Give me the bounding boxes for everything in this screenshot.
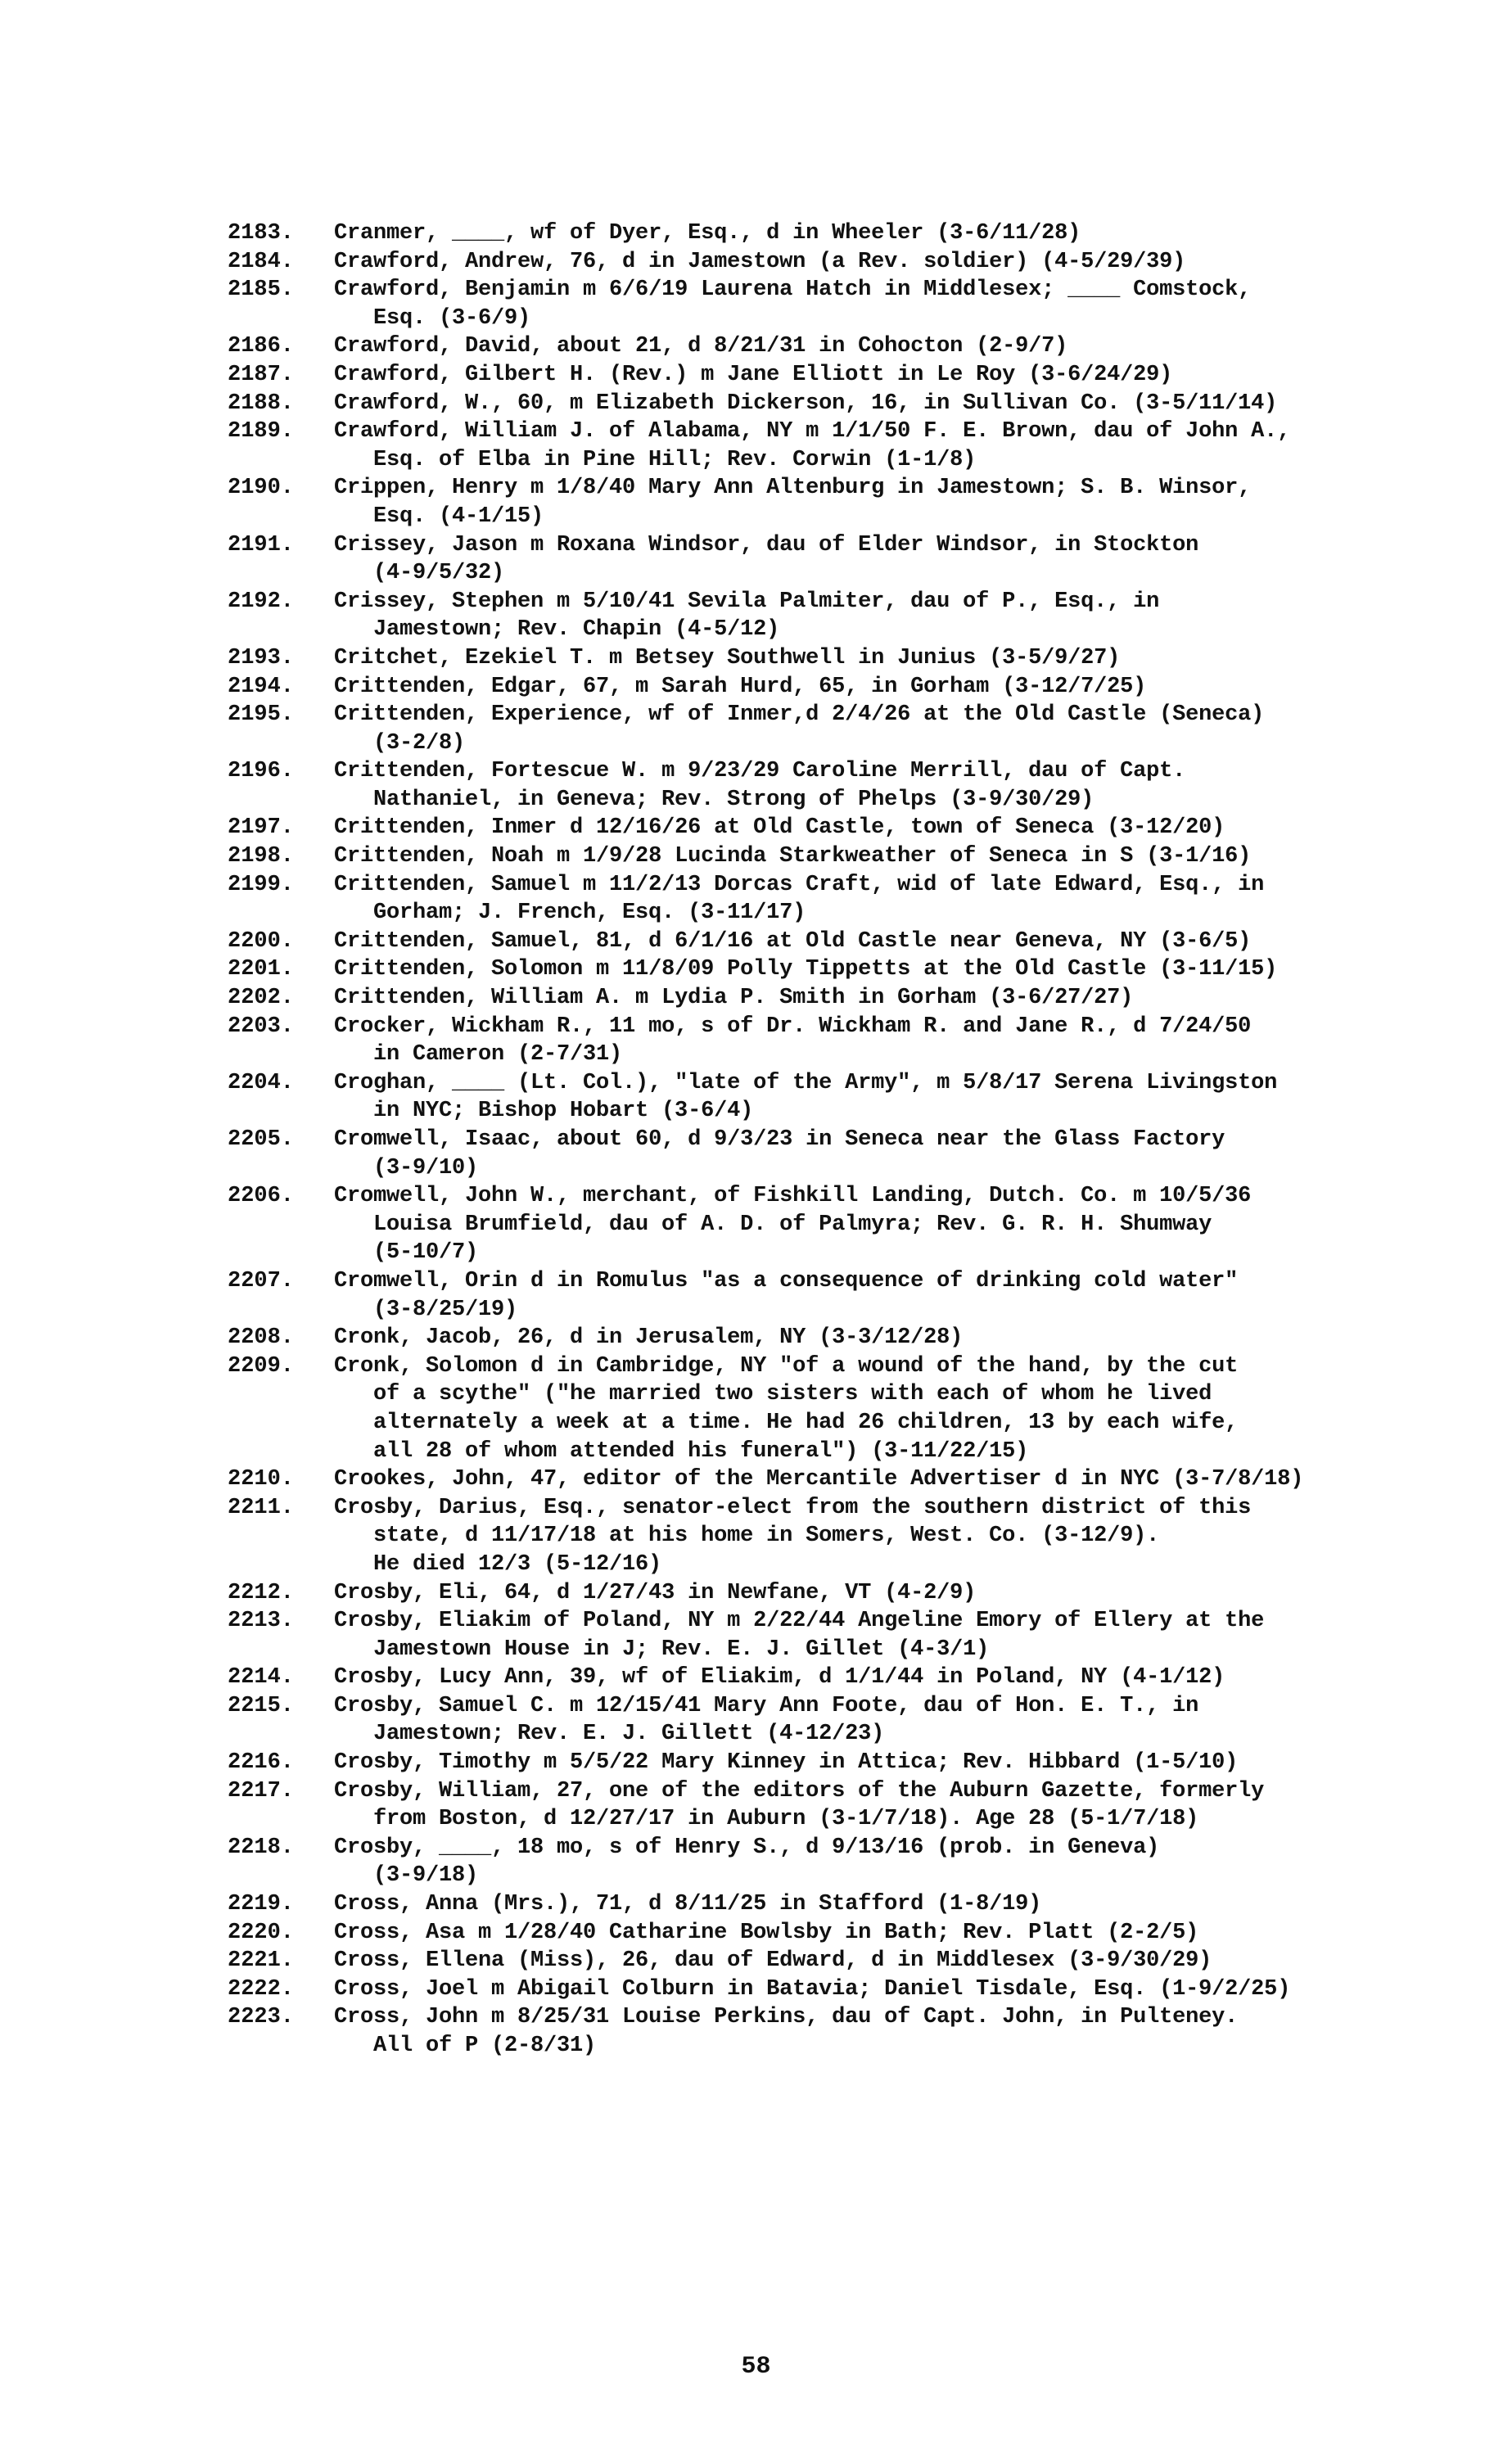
entry-continuation-line: of a scythe" ("he married two sisters with each of whom he lived (373, 1382, 1212, 1407)
entry-number: 2189. (228, 419, 295, 445)
entry-row (228, 1465, 1456, 1494)
entry-text (334, 673, 1456, 702)
entry-text (334, 332, 1456, 361)
entry-text (334, 928, 1456, 956)
entry-continuation-line: from Boston, d 12/27/17 in Auburn (3-1/7/18). Age 28 (5-1/7/18) (373, 1807, 1199, 1832)
entry-number: 2202. (228, 986, 295, 1011)
entry-continuation-line: (3-2/8) (373, 730, 466, 756)
entry-line: Cross, Joel m Abigail Colburn in Batavia; Daniel Tisdale, Esq. (1-9/2/25) (334, 1976, 1291, 2002)
entry-row (228, 1777, 1456, 1834)
entry-line: Crittenden, Samuel, 81, d 6/1/16 at Old Castle near Geneva, NY (3-6/5) (334, 928, 1252, 954)
entry-row (228, 1267, 1456, 1324)
entry-number: 2212. (228, 1580, 295, 1605)
entry-number: 2205. (228, 1127, 295, 1152)
entry-line: Crosby, Eliakim of Poland, NY m 2/22/44 Angeline Emory of Ellery at the (334, 1609, 1265, 1634)
entry-row (228, 531, 1456, 588)
entry-number: 2222. (228, 1976, 295, 2002)
entry-row (228, 1664, 1456, 1692)
entry-row (228, 1126, 1456, 1182)
entry-line: Crosby, William, 27, one of the editors of the Auburn Gazette, formerly (334, 1778, 1265, 1804)
entry-text (334, 1777, 1456, 1834)
entry-row (228, 1834, 1456, 1890)
entry-continuation-line: Jamestown; Rev. E. J. Gillett (4-12/23) (373, 1722, 885, 1747)
entry-text (334, 1267, 1456, 1324)
entry-row (228, 219, 1456, 248)
entry-row (228, 418, 1456, 474)
entry-number: 2185. (228, 278, 295, 303)
entry-line: Cromwell, Isaac, about 60, d 9/3/23 in Seneca near the Glass Factory (334, 1127, 1225, 1152)
entry-number: 2196. (228, 759, 295, 784)
entry-row (228, 644, 1456, 673)
entry-row (228, 1579, 1456, 1608)
entry-row (228, 1692, 1456, 1749)
entry-number: 2195. (228, 702, 295, 728)
entry-text (334, 1494, 1456, 1579)
entry-text (334, 757, 1456, 814)
entry-continuation-line: (4-9/5/32) (373, 561, 505, 586)
entry-number: 2210. (228, 1467, 295, 1492)
entry-number: 2187. (228, 362, 295, 387)
entry-row (228, 1749, 1456, 1777)
entry-text (334, 1834, 1456, 1890)
entry-line: Cromwell, John W., merchant, of Fishkill Landing, Dutch. Co. m 10/5/36 (334, 1184, 1252, 1209)
entry-row (228, 332, 1456, 361)
entry-text (334, 1919, 1456, 1948)
entry-line: Cromwell, Orin d in Romulus "as a consequence of drinking cold water" (334, 1268, 1239, 1293)
entry-row (228, 984, 1456, 1013)
entry-continuation-line: (3-9/18) (373, 1863, 479, 1889)
entry-number: 2191. (228, 532, 295, 558)
entry-row (228, 673, 1456, 702)
entry-number: 2218. (228, 1835, 295, 1860)
entry-text (334, 644, 1456, 673)
entry-number: 2201. (228, 957, 295, 982)
entry-text (334, 1324, 1456, 1352)
entry-continuation-line: (5-10/7) (373, 1240, 479, 1266)
entry-text (334, 1749, 1456, 1777)
entry-number: 2197. (228, 815, 295, 841)
entry-continuation-line: Esq. (4-1/15) (373, 503, 544, 529)
entry-row (228, 1607, 1456, 1664)
entry-text (334, 390, 1456, 418)
entry-row (228, 2003, 1456, 2060)
entry-number: 2200. (228, 928, 295, 954)
entry-line: Crawford, William J. of Alabama, NY m 1/1/50 F. E. Brown, dau of John A., (334, 419, 1291, 445)
entry-number: 2214. (228, 1665, 295, 1691)
entry-text (334, 2003, 1456, 2060)
entry-continuation-line: He died 12/3 (5-12/16) (373, 1551, 662, 1577)
entry-row (228, 1947, 1456, 1975)
entry-line: Crosby, Samuel C. m 12/15/41 Mary Ann Foote, dau of Hon. E. T., in (334, 1693, 1199, 1718)
entry-line: Crawford, W., 60, m Elizabeth Dickerson, 16, in Sullivan Co. (3-5/11/14) (334, 391, 1278, 416)
entry-line: Crittenden, Noah m 1/9/28 Lucinda Starkweather of Seneca in S (3-1/16) (334, 844, 1252, 869)
entry-row (228, 1013, 1456, 1069)
entry-number: 2192. (228, 589, 295, 614)
entry-text (334, 276, 1456, 332)
entry-line: Cross, John m 8/25/31 Louise Perkins, dau of Capt. John, in Pulteney. (334, 2005, 1239, 2030)
entry-row (228, 1324, 1456, 1352)
entry-continuation-line: Jamestown House in J; Rev. E. J. Gillet (4-3/1) (373, 1637, 990, 1662)
entry-line: Cronk, Jacob, 26, d in Jerusalem, NY (3-3/12/28) (334, 1325, 964, 1351)
entry-number: 2193. (228, 645, 295, 670)
entry-continuation-line: Esq. (3-6/9) (373, 305, 531, 331)
entry-text (334, 814, 1456, 842)
entry-number: 2207. (228, 1268, 295, 1293)
entry-line: Crawford, David, about 21, d 8/21/31 in Cohocton (2-9/7) (334, 334, 1068, 359)
entry-continuation-line: (3-9/10) (373, 1155, 479, 1181)
page-number: 58 (741, 2353, 771, 2381)
entry-text (334, 984, 1456, 1013)
entry-text (334, 474, 1456, 530)
entry-continuation-line: all 28 of whom attended his funeral") (3-11/22/15) (373, 1438, 1029, 1464)
entry-number: 2184. (228, 249, 295, 274)
entry-row (228, 1494, 1456, 1579)
entry-text (334, 418, 1456, 474)
entry-number: 2223. (228, 2005, 295, 2030)
entry-text (334, 1664, 1456, 1692)
entry-text (334, 1465, 1456, 1494)
entry-line: Crittenden, Inmer d 12/16/26 at Old Castle, town of Seneca (3-12/20) (334, 815, 1225, 841)
entry-number: 2219. (228, 1892, 295, 1917)
entry-line: Crittenden, Edgar, 67, m Sarah Hurd, 65, in Gorham (3-12/7/25) (334, 674, 1147, 699)
entry-line: Cross, Anna (Mrs.), 71, d 8/11/25 in Stafford (1-8/19) (334, 1892, 1042, 1917)
entry-text (334, 871, 1456, 928)
entry-continuation-line: state, d 11/17/18 at his home in Somers, West. Co. (3-12/9). (373, 1524, 1160, 1549)
entry-continuation-line: in Cameron (2-7/31) (373, 1042, 623, 1068)
entry-text (334, 531, 1456, 588)
entry-line: Crittenden, Fortescue W. m 9/23/29 Caroline Merrill, dau of Capt. (334, 759, 1186, 784)
entry-line: Cross, Asa m 1/28/40 Catharine Bowlsby in Bath; Rev. Platt (2-2/5) (334, 1920, 1199, 1945)
entry-number: 2216. (228, 1750, 295, 1776)
entry-continuation-line: Esq. of Elba in Pine Hill; Rev. Corwin (1-1/8) (373, 447, 977, 472)
entry-row (228, 701, 1456, 757)
entry-number: 2220. (228, 1920, 295, 1945)
entry-line: Cranmer, ____, wf of Dyer, Esq., d in Wheeler (3-6/11/28) (334, 221, 1081, 246)
entry-line: Cronk, Solomon d in Cambridge, NY "of a wound of the hand, by the cut (334, 1353, 1239, 1379)
entry-number: 2213. (228, 1609, 295, 1634)
entry-number: 2209. (228, 1353, 295, 1379)
entry-row (228, 757, 1456, 814)
entry-text (334, 1692, 1456, 1749)
entry-line: Crissey, Stephen m 5/10/41 Sevila Palmiter, dau of P., Esq., in (334, 589, 1160, 614)
entry-text (334, 701, 1456, 757)
entry-number: 2199. (228, 872, 295, 897)
entry-text (334, 1069, 1456, 1126)
entry-line: Crissey, Jason m Roxana Windsor, dau of Elder Windsor, in Stockton (334, 532, 1199, 558)
entry-row (228, 1182, 1456, 1267)
entry-number: 2190. (228, 476, 295, 501)
entry-continuation-line: in NYC; Bishop Hobart (3-6/4) (373, 1099, 754, 1124)
entry-number: 2203. (228, 1014, 295, 1039)
entry-row (228, 390, 1456, 418)
entry-number: 2188. (228, 391, 295, 416)
entry-row (228, 1069, 1456, 1126)
entry-line: Croghan, ____ (Lt. Col.), "late of the Army", m 5/8/17 Serena Livingston (334, 1070, 1278, 1095)
entry-text (334, 1947, 1456, 1975)
entry-continuation-line: alternately a week at a time. He had 26 children, 13 by each wife, (373, 1410, 1239, 1435)
entry-number: 2206. (228, 1184, 295, 1209)
entry-continuation-line: (3-8/25/19) (373, 1297, 518, 1322)
entry-row (228, 588, 1456, 644)
entry-text (334, 1975, 1456, 2004)
entry-text (334, 1607, 1456, 1664)
entry-number: 2186. (228, 334, 295, 359)
entry-line: Crosby, Darius, Esq., senator-elect from the southern district of this (334, 1495, 1252, 1520)
entry-text (334, 1182, 1456, 1267)
entry-number: 2183. (228, 221, 295, 246)
entry-line: Crosby, ____, 18 mo, s of Henry S., d 9/13/16 (prob. in Geneva) (334, 1835, 1160, 1860)
entry-line: Crittenden, Solomon m 11/8/09 Polly Tippetts at the Old Castle (3-11/15) (334, 957, 1278, 982)
entry-number: 2194. (228, 674, 295, 699)
entry-continuation-line: All of P (2-8/31) (373, 2034, 597, 2058)
entry-text (334, 955, 1456, 984)
entry-row (228, 842, 1456, 871)
entry-continuation-line: Louisa Brumfield, dau of A. D. of Palmyra; Rev. G. R. H. Shumway (373, 1212, 1212, 1237)
entry-line: Critchet, Ezekiel T. m Betsey Southwell in Junius (3-5/9/27) (334, 645, 1121, 670)
entry-text (334, 1890, 1456, 1919)
entry-number: 2198. (228, 844, 295, 869)
entry-row (228, 361, 1456, 390)
entry-row (228, 276, 1456, 332)
entry-line: Crittenden, William A. m Lydia P. Smith in Gorham (3-6/27/27) (334, 986, 1134, 1011)
entry-number: 2215. (228, 1693, 295, 1718)
entry-text (334, 361, 1456, 390)
entry-line: Crawford, Andrew, 76, d in Jamestown (a Rev. soldier) (4-5/29/39) (334, 249, 1186, 274)
entry-line: Crocker, Wickham R., 11 mo, s of Dr. Wickham R. and Jane R., d 7/24/50 (334, 1014, 1252, 1039)
entry-text (334, 588, 1456, 644)
entry-number: 2204. (228, 1070, 295, 1095)
entry-text (334, 248, 1456, 277)
entry-text (334, 1126, 1456, 1182)
entry-line: Crawford, Gilbert H. (Rev.) m Jane Elliott in Le Roy (3-6/24/29) (334, 362, 1173, 387)
entry-number: 2221. (228, 1948, 295, 1974)
entry-row (228, 928, 1456, 956)
entry-text (334, 1013, 1456, 1069)
entry-number: 2208. (228, 1325, 295, 1351)
entry-row (228, 1890, 1456, 1919)
entry-line: Crippen, Henry m 1/8/40 Mary Ann Altenburg in Jamestown; S. B. Winsor, (334, 476, 1252, 501)
entry-line: Crosby, Timothy m 5/5/22 Mary Kinney in Attica; Rev. Hibbard (1-5/10) (334, 1750, 1239, 1776)
entry-line: Crittenden, Experience, wf of Inmer,d 2/4/26 at the Old Castle (Seneca) (334, 702, 1265, 728)
entry-row (228, 1352, 1456, 1465)
entry-row (228, 871, 1456, 928)
entry-line: Crawford, Benjamin m 6/6/19 Laurena Hatch in Middlesex; ____ Comstock, (334, 278, 1252, 303)
entry-line: Crosby, Eli, 64, d 1/27/43 in Newfane, VT (4-2/9) (334, 1580, 977, 1605)
entry-line: Cross, Ellena (Miss), 26, dau of Edward, d in Middlesex (3-9/30/29) (334, 1948, 1212, 1974)
entry-continuation-line: Jamestown; Rev. Chapin (4-5/12) (373, 617, 780, 643)
entry-line: Crookes, John, 47, editor of the Mercantile Advertiser d in NYC (3-7/8/18) (334, 1467, 1304, 1492)
entry-row (228, 1975, 1456, 2004)
entry-row (228, 248, 1456, 277)
entry-row (228, 955, 1456, 984)
entry-text (334, 1352, 1456, 1465)
entry-text (334, 219, 1456, 248)
entry-list (228, 219, 1456, 2061)
entry-line: Crosby, Lucy Ann, 39, wf of Eliakim, d 1/1/44 in Poland, NY (4-1/12) (334, 1665, 1225, 1691)
entry-row (228, 1919, 1456, 1948)
entry-text (334, 842, 1456, 871)
entry-line: Crittenden, Samuel m 11/2/13 Dorcas Craft, wid of late Edward, Esq., in (334, 872, 1265, 897)
entry-continuation-line: Nathaniel, in Geneva; Rev. Strong of Phelps (3-9/30/29) (373, 787, 1095, 812)
entry-number: 2217. (228, 1778, 295, 1804)
entry-row (228, 474, 1456, 530)
entry-number: 2211. (228, 1495, 295, 1520)
entry-row (228, 814, 1456, 842)
entry-continuation-line: Gorham; J. French, Esq. (3-11/17) (373, 901, 806, 926)
entry-text (334, 1579, 1456, 1608)
